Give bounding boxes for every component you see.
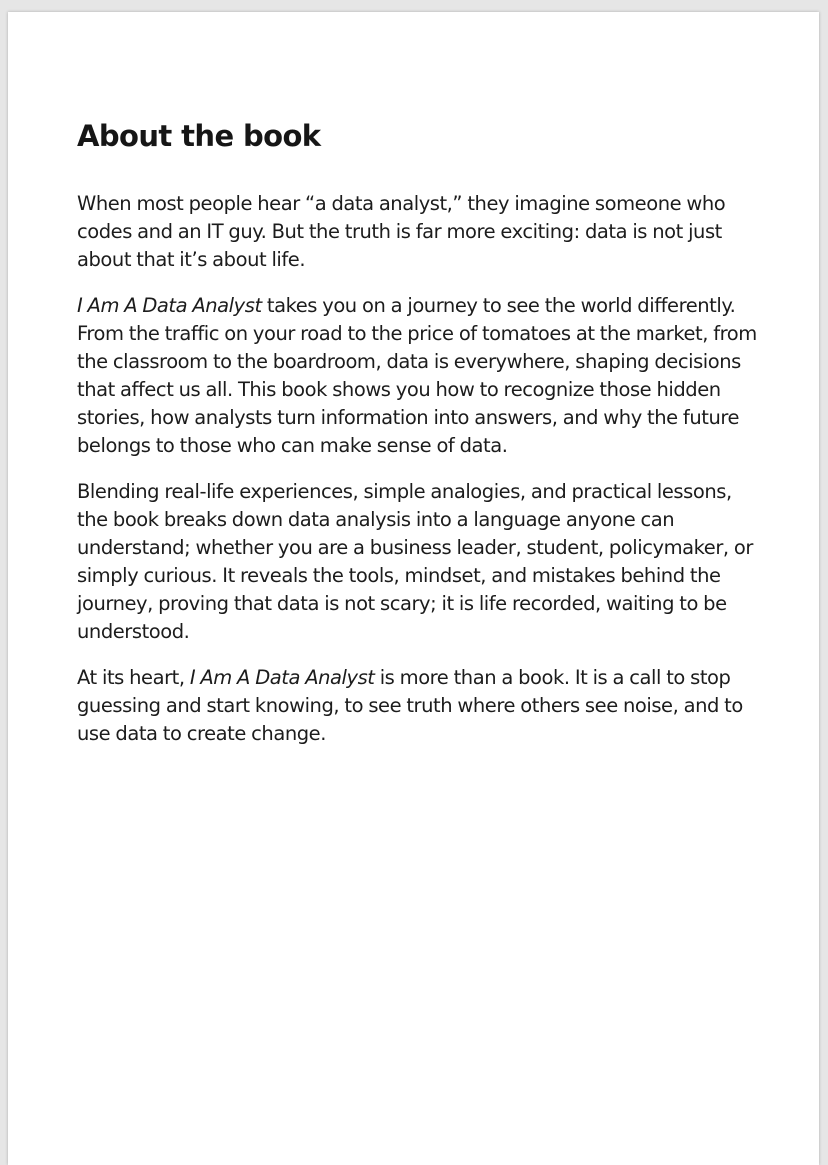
paragraph-4 — [77, 664, 767, 748]
paragraph-3: Blending real-life experiences, simple analogies, and practical lessons, the book breaks down data analysis into a language anyone can understand; whether you are a business leader, student, policymaker, or simply curious. It reveals the tools, mindset, and mistakes behind the journey, proving that data is not scary; it is life recorded, waiting to be understood. — [77, 480, 753, 643]
book-title-italic: I Am A Data Analyst — [77, 294, 262, 317]
page-content — [77, 116, 767, 766]
paragraph-4-lead: At its heart, — [77, 666, 190, 689]
paragraph-4-text: is more than a book. It is a call to stop guessing and start knowing, to see truth where others see noise, and to use data to create change. — [77, 666, 743, 745]
paragraph-2 — [77, 292, 767, 460]
paragraph-1: When most people hear “a data analyst,” they imagine someone who codes and an IT guy. But the truth is far more exciting: data is not just about that it’s about life. — [77, 192, 726, 271]
paragraph-2-text: takes you on a journey to see the world differently. From the traffic on your road to the price of tomatoes at the market, from the classroom to the boardroom, data is everywhere, shaping decisions that affect us all. This book shows you how to recognize those hidden stories, how analysts turn information into answers, and why the future belongs to those who can make sense of data. — [77, 294, 757, 457]
book-title-italic: I Am A Data Analyst — [189, 666, 375, 689]
document-page — [8, 12, 819, 1165]
page-title: About the book — [77, 119, 321, 153]
